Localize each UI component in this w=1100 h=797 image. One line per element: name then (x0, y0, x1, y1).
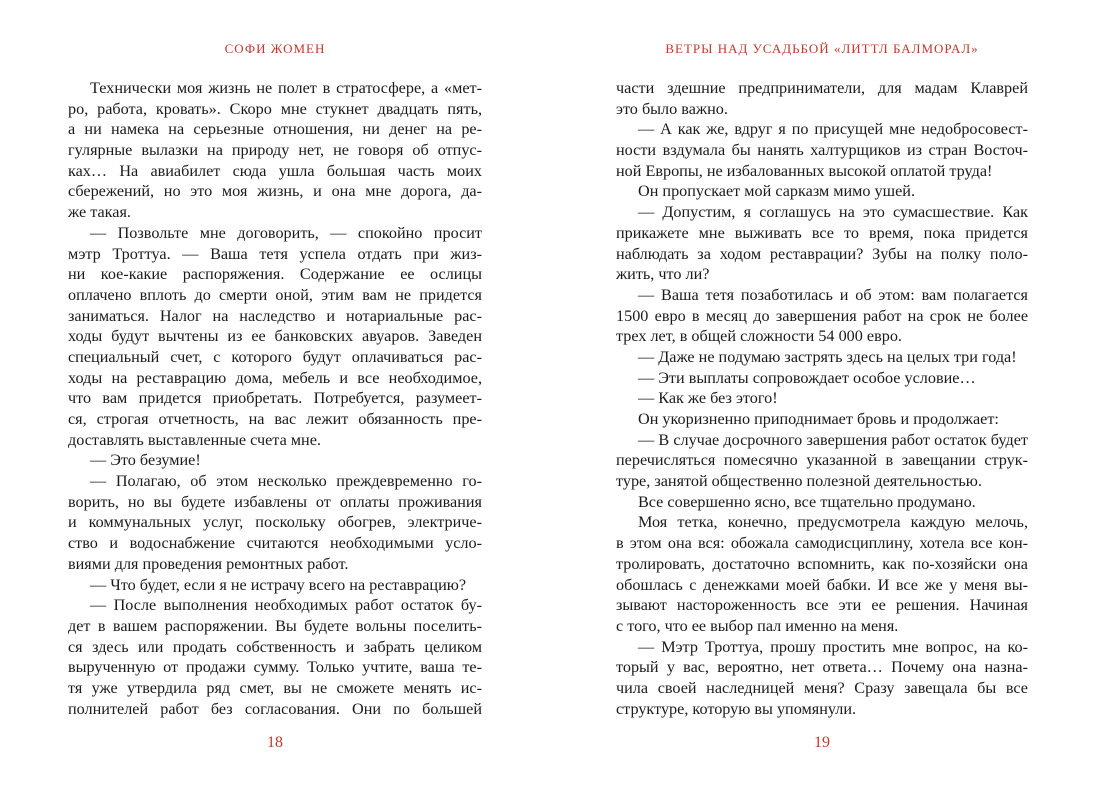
text-line: же такая. (68, 203, 131, 222)
text-line: туре, занятой общественно полезной деятельностью. (616, 472, 982, 491)
text-line: — Допустим, я соглашусь на это сумасшествие. Как (638, 203, 1028, 222)
text-line: и коммунальных услуг, поскольку обогрев, электриче- (68, 513, 482, 532)
text-line: дет в вашем распоряжении. Вы будете вольны поселить- (68, 616, 482, 635)
text-line: — Что будет, если я не истрачу всего на реставрацию? (90, 575, 467, 594)
text-line: это было важно. (616, 99, 728, 118)
text-line: ной Европы, не избалованных высокой оплатой труда! (616, 161, 993, 180)
text-line: Все совершенно ясно, все тщательно продумано. (638, 492, 976, 511)
text-line: Он укоризненно приподнимает бровь и продолжает: (638, 410, 999, 428)
text-line: ках… На авиабилет сюда ушла большая часть моих (68, 161, 482, 180)
text-line: заниматься. Налог на наследство и нотариальные рас- (68, 306, 482, 325)
text-line: ся здесь или продать собственность и забрать целиком (68, 637, 482, 656)
text-line: мэтр Троттуа. — Ваша тетя успела отдать при жиз- (68, 244, 482, 263)
text-line: — Это безумие! (90, 451, 201, 470)
right-page-body-text (616, 78, 1028, 719)
text-line: наблюдать за ходом реставрации? Зубы на полку поло- (616, 244, 1028, 263)
text-line: ни кое-какие распоряжения. Содержание ее ослицы (68, 265, 482, 284)
page-number-right: 19 (814, 734, 830, 751)
text-line: Он пропускает мой сарказм мимо ушей. (638, 182, 916, 201)
text-line: — После выполнения необходимых работ остаток бу- (90, 596, 482, 615)
running-head-author: СОФИ ЖОМЕН (224, 41, 326, 56)
text-line: перечисляться помесячно указанной в завещании струк- (616, 451, 1028, 470)
text-line: ворить, но вы будете избавлены от оплаты проживания (68, 492, 482, 511)
text-line: торый у вас, вероятно, нет ответа… Почему она назна- (616, 658, 1028, 677)
text-line: сбережений, но это моя жизнь, и она мне дорога, да- (68, 182, 482, 201)
right-page (550, 0, 1100, 797)
text-line: ходы на реставрацию дома, мебель и все необходимое, (68, 368, 482, 387)
text-line: части здешние предприниматели, для мадам Клаврей (616, 79, 1028, 97)
text-line: что вам придется приобретать. Потребуется, разумеет- (68, 389, 482, 408)
text-line: трех лет, в общей сложности 54 000 евро. (616, 327, 902, 346)
text-line: — Полагаю, об этом несколько преждевременно го- (90, 472, 482, 491)
text-line: — Мэтр Троттуа, прошу простить мне вопрос, на ко- (638, 637, 1028, 656)
text-line: 1500 евро в месяц до завершения работ на срок не более (616, 306, 1028, 325)
text-line: ходы будут вычтены из ее банковских авуаров. Заведен (68, 327, 482, 346)
text-line: структуре, которую вы упомянули. (616, 699, 857, 718)
text-line: — А как же, вдруг я по присущей мне недобросовест- (638, 120, 1028, 139)
left-page-body-text (68, 78, 482, 719)
text-line: Технически моя жизнь не полет в стратосфере, а «мет- (90, 79, 482, 97)
text-line: в этом она вся: обожала самодисциплину, хотела все кон- (616, 534, 1028, 553)
text-line: зывают настороженность все эти ее решения. Начиная (616, 596, 1028, 615)
text-line: — В случае досрочного завершения работ остаток будет (638, 430, 1028, 449)
text-line: обошлась с денежками моей бабки. И все же у меня вы- (616, 575, 1028, 594)
text-line: с того, что ее выбор пал именно на меня. (616, 616, 899, 635)
text-line: полнителей работ без согласования. Они по большей (68, 699, 482, 718)
text-line: — Ваша тетя позаботилась и об этом: вам полагается (638, 285, 1028, 304)
text-line: оплачено вплоть до смерти оной, этим вам не придется (68, 285, 482, 304)
text-line: ся, строгая отчетность, на вас лежит обязанность пре- (68, 410, 482, 428)
text-line: — Позвольте мне договорить, — спокойно просит (90, 223, 482, 242)
text-line: чила своей наследницей меня? Сразу завещала бы все (616, 678, 1028, 697)
text-line: жить, что ли? (616, 265, 710, 284)
text-line: — Даже не подумаю застрять здесь на целых три года! (638, 347, 1017, 366)
text-line: тролировать, достаточно вспомнить, как по-хозяйски она (616, 554, 1028, 573)
text-line: Моя тетка, конечно, предусмотрела каждую мелочь, (638, 513, 1028, 532)
text-line: ро, работа, кровать». Скоро мне стукнет двадцать пять, (68, 99, 482, 118)
text-line: прикажете мне выживать все то время, пока придется (616, 223, 1028, 242)
text-line: а ни намека на серьезные отношения, ни денег на ре- (68, 120, 482, 139)
running-head-title: ВЕТРЫ НАД УСАДЬБОЙ «ЛИТТЛ БАЛМОРАЛ» (665, 41, 979, 56)
text-line: вырученную от продажи сумму. Только учтите, ваша те- (68, 658, 482, 677)
text-line: специальный счет, с которого будут оплачиваться рас- (68, 347, 482, 366)
text-line: тя уже утвердила ряд смет, вы не сможете менять ис- (68, 678, 482, 697)
text-line: виями для проведения ремонтных работ. (68, 554, 349, 573)
page-number-left: 18 (267, 734, 283, 751)
text-line: ство и водоснабжение считаются необходимыми усло- (68, 534, 482, 553)
text-line: ности вздумала бы нанять халтурщиков из стран Восточ- (616, 141, 1028, 160)
text-line: — Эти выплаты сопровождает особое условие… (638, 368, 976, 387)
text-line: — Как же без этого! (638, 389, 778, 408)
text-line: доставлять выставленные счета мне. (68, 430, 321, 449)
text-line: гулярные вылазки на природу нет, не говоря об отпус- (68, 141, 482, 160)
